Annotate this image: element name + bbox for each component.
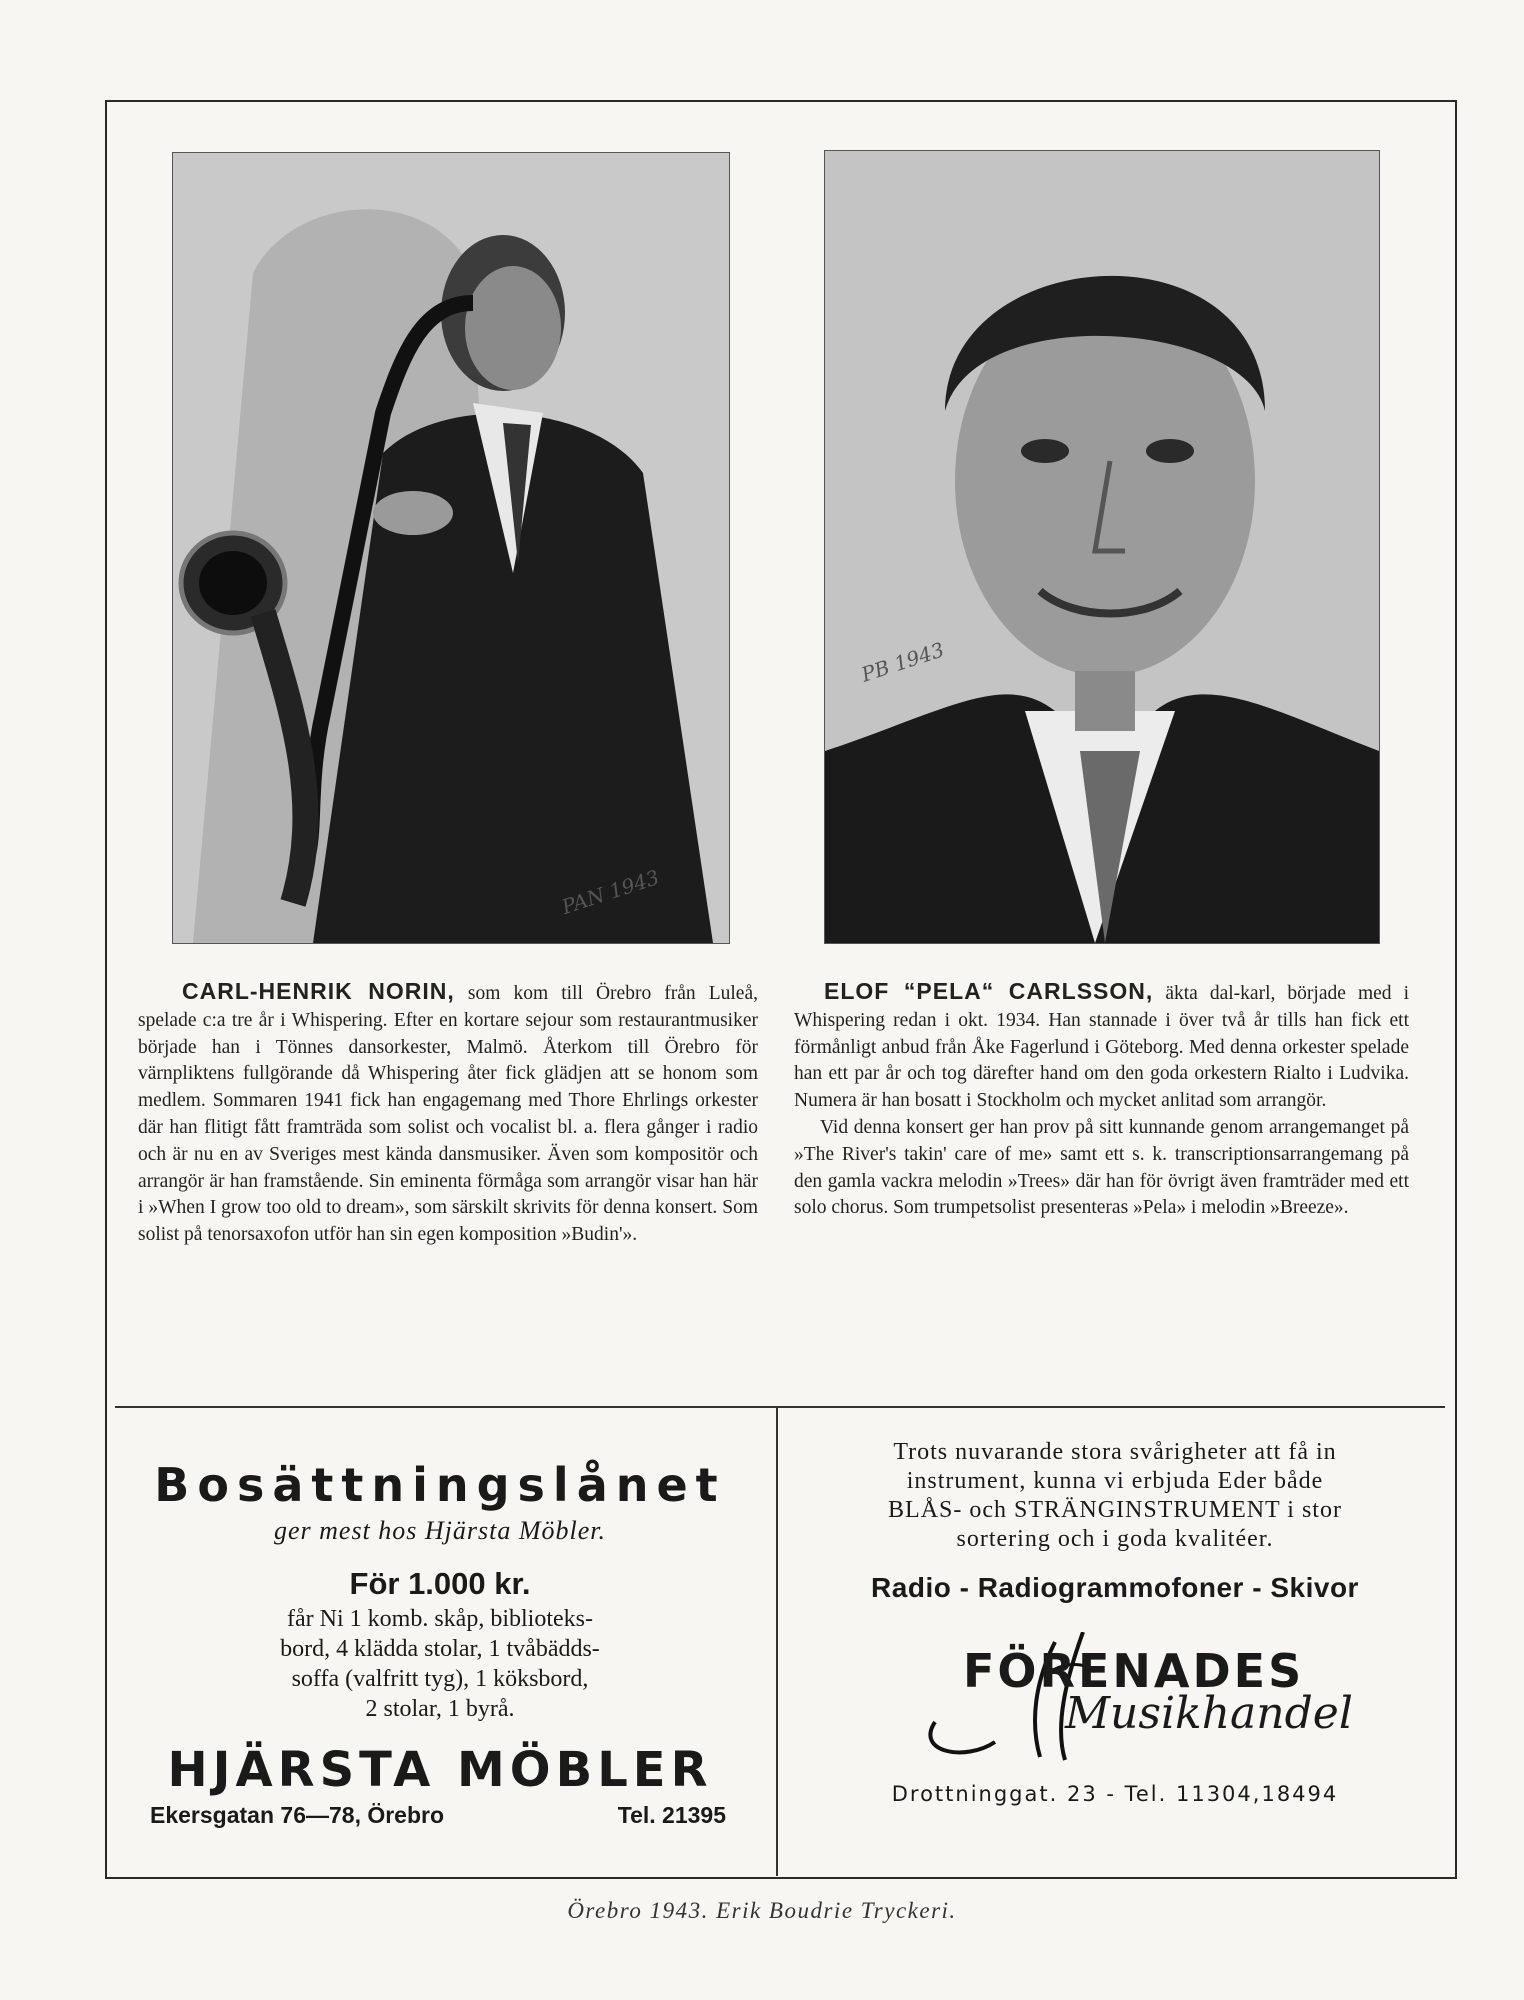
ad-body-line: Trots nuvarande stora svårigheter att få in [893,1439,1337,1465]
ad-title: Bosättningslånet [154,1458,726,1512]
ad-hjarsta-mobler [120,1420,760,1829]
ad-body-line: får Ni 1 komb. skåp, biblioteks- [287,1606,593,1632]
section-divider [115,1406,1445,1408]
ad-phone: Tel. 21395 [617,1802,726,1828]
bio-name: ELOF “PELA“ CARLSSON, [824,978,1154,1004]
bio-name: CARL-HENRIK NORIN, [182,978,455,1004]
ad-footer [120,1802,760,1829]
ad-address: Ekersgatan 76—78, Örebro [150,1802,445,1828]
forenades-logo [905,1632,1353,1762]
bio-text: som kom till Örebro från Luleå, spelade c:a tre år i Whispering. Efter en kortare sejour som restaurantmusiker började han i Tönnes dansorkester, Malmö. Återkom till Örebro för värnpliktens fullgörande då Whispering åter fick glädjen att se honom som medlem. Sommaren 1941 fick han engagemang med Thore Ehrlings orkester där han flitigt fått framträda som solist och vocalist bl. a. flera gånger i radio och är nu en av Sveriges mest kända dansmusiker. Även som kompositör och arrangör är han framstående. Sin eminenta förmåga som arrangör visar han här i »When I grow too old to dream», som särskilt skrivits för denna konsert. Som solist på tenorsaxofon utför han sin egen komposition »Budin'». [138,983,758,1246]
ad-body-line: BLÅS- och STRÄNGINSTRUMENT i stor [888,1497,1342,1523]
portrait-signature-left: PAN 1943 [558,865,663,919]
logo-word: FÖRENADES [963,1644,1305,1698]
portrait-headshot-photo [824,150,1380,944]
ad-body-line: sortering och i goda kvalitéer. [956,1526,1274,1552]
ad-body [120,1604,760,1724]
bio-elof-carlsson [794,978,1409,1222]
ad-subtitle: ger mest hos Hjärsta Möbler. [273,1516,607,1545]
ad-body [800,1438,1430,1554]
ad-brand: HJÄRSTA MÖBLER [167,1742,713,1798]
ad-body-line: 2 stolar, 1 byrå. [365,1696,515,1722]
bio-text: äkta dal-karl, började med i Whispering redan i okt. 1934. Han stannade i över två år tills han fick ett förmånligt anbud från Åke Fagerlund i Göteborg. Med denna orkester spelade han ett par år och tog därefter hand om den goda orkestern Rialto i Ludvika. Numera är han bosatt i Stockholm och mycket anlitad som arrangör. [794,983,1409,1112]
ad-price: För 1.000 kr. [349,1566,531,1601]
logo-script: Musikhandel [1065,1688,1353,1739]
ad-body-line: soffa (valfritt tyg), 1 köksbord, [291,1666,589,1692]
ad-divider [776,1406,778,1876]
ad-products: Radio - Radiogrammofoner - Skivor [871,1572,1359,1603]
bio-carl-henrik-norin [138,978,758,1249]
ad-forenades-musikhandel [800,1438,1430,1806]
ad-body-line: instrument, kunna vi erbjuda Eder både [906,1468,1324,1494]
ad-address: Drottninggat. 23 - Tel. 11304,18494 [891,1782,1339,1806]
portrait-signature-right: PB 1943 [858,637,948,687]
bio-text-continued: Vid denna konsert ger han prov på sitt kunnande genom arrangemanget på »The River's takin' care of me» samt ett s. k. transcriptionsarrangemang på den gamla vackra melodin »Trees» där han för övrigt även framträder med ett solo chorus. Som trumpetsolist presenteras »Pela» i melodin »Breeze». [794,1116,1409,1219]
portrait-saxophonist-photo [172,152,730,944]
ad-body-line: bord, 4 klädda stolar, 1 tvåbädds- [280,1636,600,1662]
imprint: Örebro 1943. Erik Boudrie Tryckeri. [567,1898,957,1923]
